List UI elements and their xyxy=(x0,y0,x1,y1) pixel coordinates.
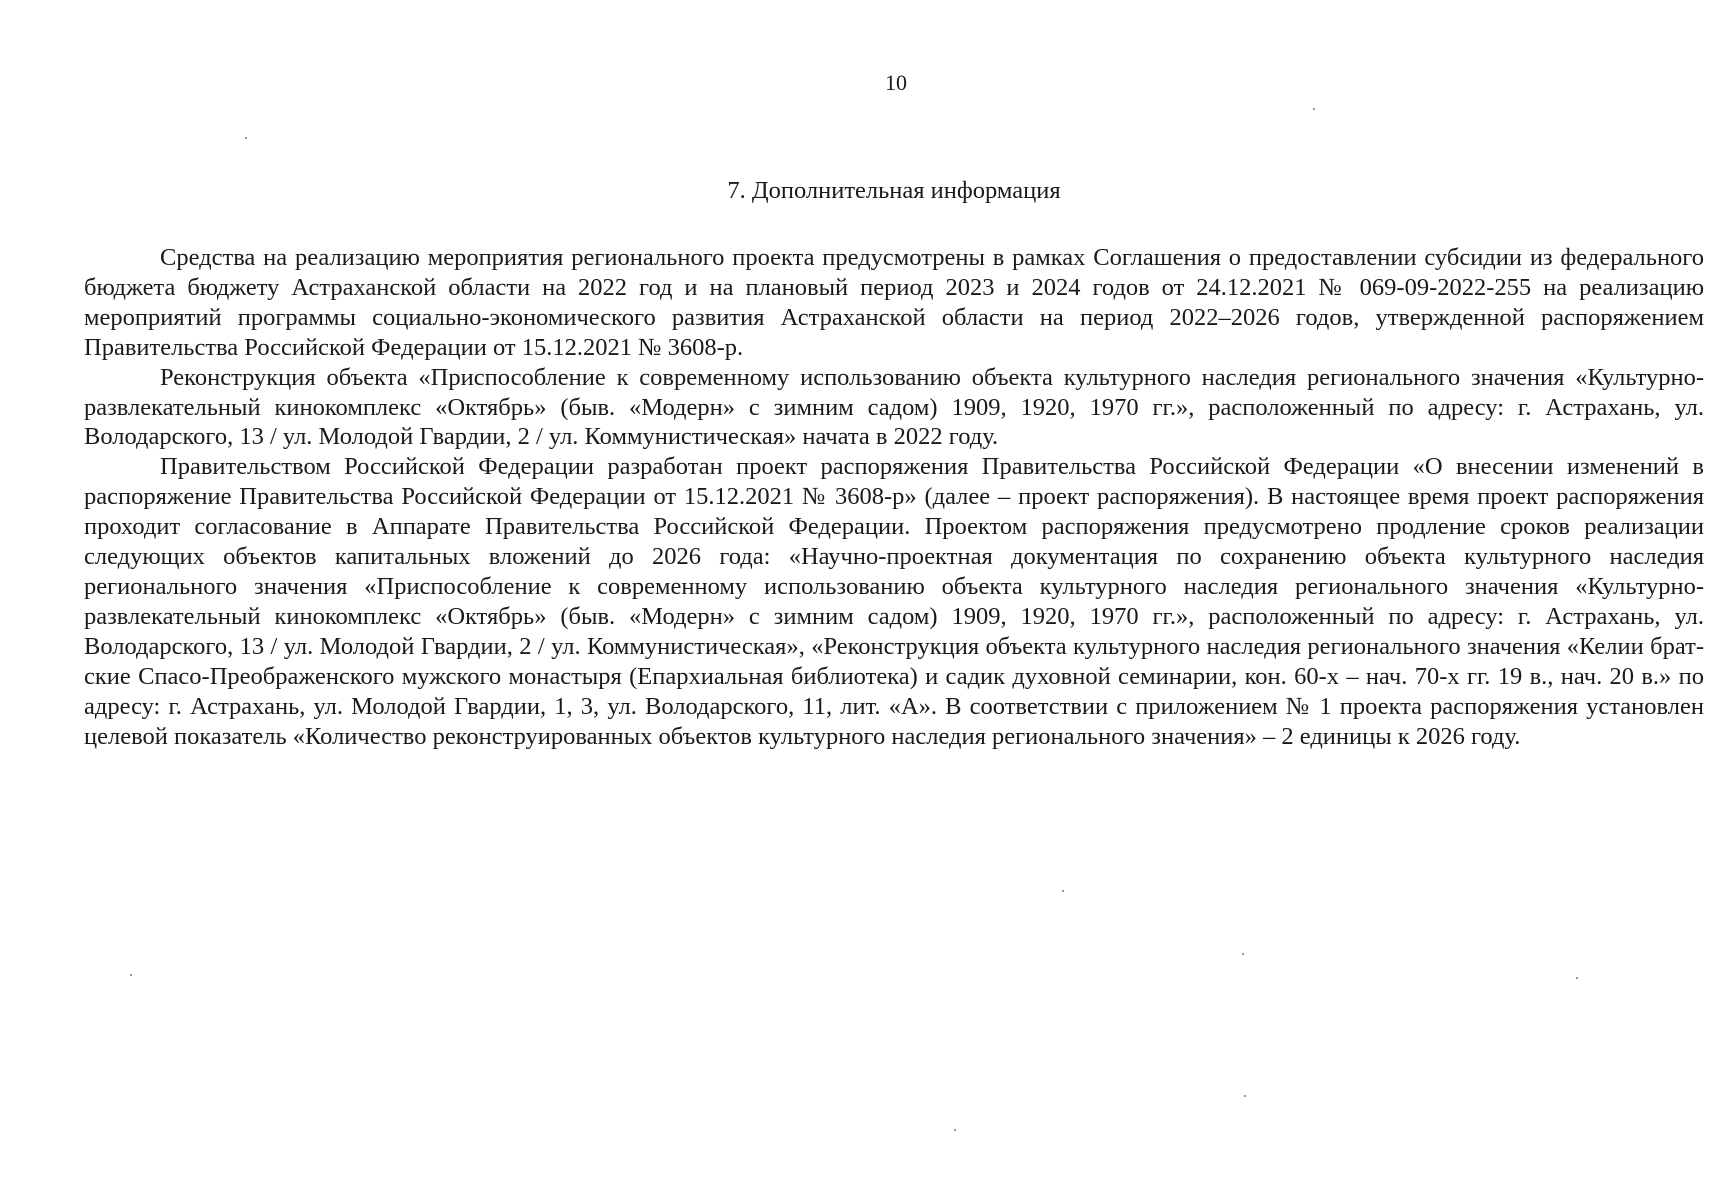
body-text xyxy=(84,243,1704,751)
scan-speck xyxy=(1062,890,1064,892)
scan-speck xyxy=(1313,108,1315,110)
paragraph-government-order: Правительством Российской Федерации разработан проект распоряжения Правительства Российской Федерации «О внесении изменений в распоряжение Правительства Российской Федерации от 15.12.2021 № 3608-р» (далее – проект распоряжения). В настоящее время проект распоряжения проходит согласование в Аппарате Правительства Российской Федерации. Проектом распоряжения предусмотрено продление сроков реализации следующих объектов капитальных вложений до 2026 года: «Научно-проектная документация по сохранению объекта культурного наследия регионального значения «Приспособление к современному использованию объекта культурного наследия регионального значения «Культурно-развлекательный кинокомплекс «Октябрь» (быв. «Модерн» с зимним садом) 1909, 1920, 1970 гг.», расположенный по адресу: г. Астрахань, ул. Володарского, 13 / ул. Молодой Гвардии, 2 / ул. Коммунистическая», «Реконструкция объекта культурного наследия регионального значения «Келии братские Спасо-Преображенского мужского монастыря (Епархиальная библиотека) и садик духовной семинарии, кон. 60-х – нач. 70-х гг. 19 в., нач. 20 в.» по адресу: г. Астрахань, ул. Молодой Гвардии, 1, 3, ул. Володарского, 11, лит. «А». В соответствии с приложением № 1 проекта распоряжения установлен целевой показатель «Количество реконструированных объектов культурного наследия регионального значения» – 2 единицы к 2026 году. xyxy=(84,453,1704,750)
scan-speck xyxy=(1576,977,1578,979)
paragraph-funding: Средства на реализацию мероприятия регионального проекта предусмотрены в рамках Соглашения о предоставлении субсидии из федерального бюджета бюджету Астраханской области на 2022 год и на плановый период 2023 и 2024 годов от 24.12.2021 № 069-09-2022-255 на реализацию мероприятий программы социально-экономического развития Астраханской области на период 2022–2026 годов, утвержденной распоряжением Правительства Российской Федерации от 15.12.2021 № 3608-р. xyxy=(84,244,1704,361)
paragraph-reconstruction: Реконструкция объекта «Приспособление к современному использованию объекта культурного наследия регионального значения «Культурно-развлекательный кинокомплекс «Октябрь» (быв. «Модерн» с зимним садом) 1909, 1920, 1970 гг.», расположенный по адресу: г. Астрахань, ул. Володарского, 13 / ул. Молодой Гвардии, 2 / ул. Коммунистическая» начата в 2022 году. xyxy=(84,363,1704,451)
scan-speck xyxy=(245,137,247,139)
scan-speck xyxy=(1244,1095,1246,1097)
scan-speck xyxy=(954,1129,956,1131)
scan-speck xyxy=(1242,953,1244,955)
page-number: 10 xyxy=(885,70,907,95)
section-title: 7. Дополнительная информация xyxy=(727,177,1061,204)
scan-speck xyxy=(130,974,132,976)
